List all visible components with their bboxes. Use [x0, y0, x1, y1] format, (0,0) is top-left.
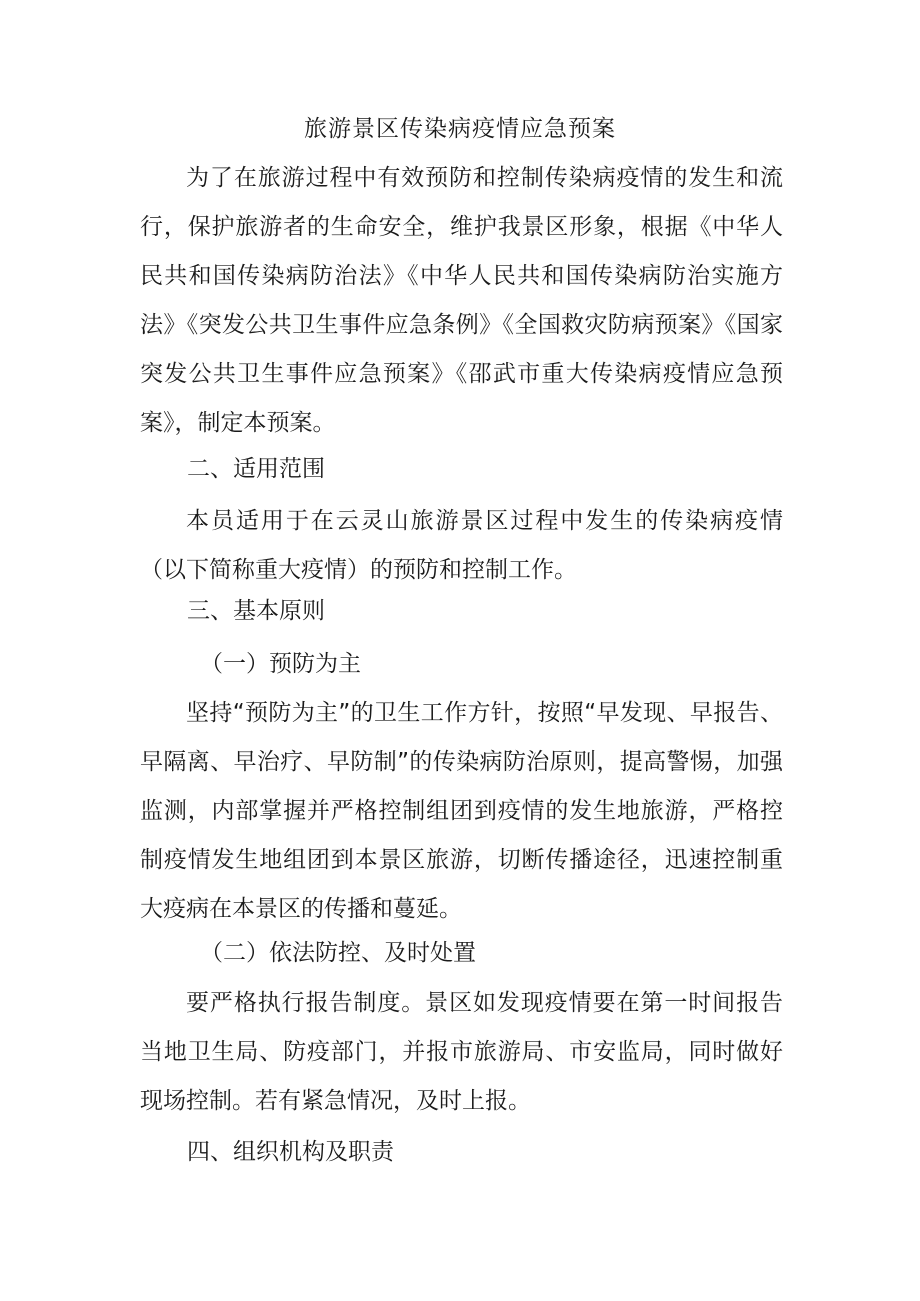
section-2-paragraph: 本员适用于在云灵山旅游景区过程中发生的传染病疫情（以下简称重大疫情）的预防和控制工作。	[140, 508, 783, 583]
section-4-heading: 四、组织机构及职责	[187, 1139, 394, 1165]
document-title: 旅游景区传染病疫情应急预案	[304, 116, 616, 142]
section-3-sub1-heading: （一）预防为主	[200, 651, 361, 677]
section-3-heading: 三、基本原则	[187, 598, 325, 624]
section-3-sub2-paragraph: 要严格执行报告制度。景区如发现疫情要在第一时间报告当地卫生局、防疫部门，并报市旅游局、市安监局，同时做好现场控制。若有紧急情况，及时上报。	[140, 990, 783, 1114]
section-3-sub2-heading: （二）依法防控、及时处置	[200, 940, 476, 966]
intro-paragraph: 为了在旅游过程中有效预防和控制传染病疫情的发生和流行，保护旅游者的生命安全，维护我景区形象，根据《中华人民共和国传染病防治法》《中华人民共和国传染病防治实施方法》《突发公共卫生事件应急条例》《全国救灾防病预案》《国家突发公共卫生事件应急预案》《邵武市重大传染病疫情应急预案》，制定本预案。	[140, 165, 783, 436]
section-2-heading: 二、适用范围	[187, 456, 325, 482]
section-3-sub1-paragraph: 坚持“预防为主”的卫生工作方针，按照“早发现、早报告、早隔离、早治疗、早防制”的传染病防治原则，提高警惕，加强监测，内部掌握并严格控制组团到疫情的发生地旅游，严格控制疫情发生地组团到本景区旅游，切断传播途径，迅速控制重大疫病在本景区的传播和蔓延。	[140, 700, 783, 922]
